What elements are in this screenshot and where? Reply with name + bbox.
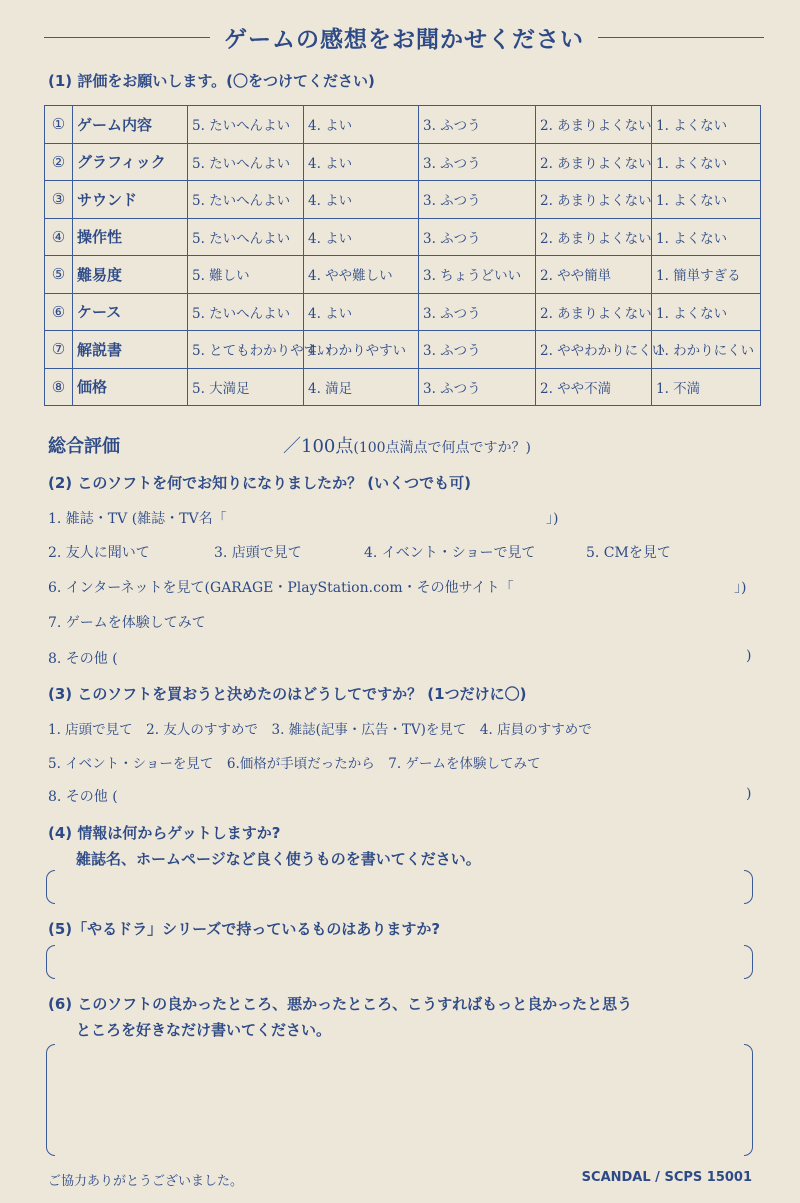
q2-option-1-close: 」) bbox=[546, 511, 559, 527]
rating-option[interactable]: 2. あまりよくない bbox=[536, 106, 652, 144]
footer-product-code: SCANDAL / SCPS 15001 bbox=[581, 1170, 752, 1185]
rating-option[interactable]: 1. わかりにくい bbox=[652, 331, 761, 369]
rating-row bbox=[45, 181, 761, 219]
q2-option-1[interactable]: 1. 雑誌・TV (雑誌・TV名「 bbox=[48, 511, 227, 527]
rating-row bbox=[45, 256, 761, 294]
rating-row-number: ② bbox=[45, 143, 73, 181]
title-rule-left bbox=[44, 37, 210, 38]
rating-option[interactable]: 5. たいへんよい bbox=[188, 181, 304, 219]
rating-row-number: ⑧ bbox=[45, 368, 73, 406]
rating-option[interactable]: 2. あまりよくない bbox=[536, 293, 652, 331]
rating-option[interactable]: 2. ややわかりにくい bbox=[536, 331, 652, 369]
rating-option[interactable]: 2. あまりよくない bbox=[536, 181, 652, 219]
q2-option-4[interactable]: 4. イベント・ショーで見て bbox=[364, 545, 536, 561]
rating-option[interactable]: 4. よい bbox=[304, 293, 419, 331]
q5-answer-bracket-right[interactable] bbox=[744, 945, 753, 979]
rating-row bbox=[45, 106, 761, 144]
title-rule-right bbox=[598, 37, 764, 38]
rating-option[interactable]: 5. たいへんよい bbox=[188, 218, 304, 256]
q6-answer-bracket-right[interactable] bbox=[744, 1044, 753, 1156]
q3-label: (3) このソフトを買おうと決めたのはどうしてですか？ (1つだけに〇) bbox=[48, 685, 527, 703]
q6-sub: ところを好きなだけ書いてください。 bbox=[76, 1021, 332, 1039]
rating-option[interactable]: 4. やや難しい bbox=[304, 256, 419, 294]
rating-option[interactable]: 1. よくない bbox=[652, 143, 761, 181]
q3-option-8[interactable]: 8. その他 ( bbox=[48, 789, 118, 805]
rating-row-number: ④ bbox=[45, 218, 73, 256]
q4-answer-bracket-right[interactable] bbox=[744, 870, 753, 904]
rating-option[interactable]: 5. たいへんよい bbox=[188, 143, 304, 181]
rating-option[interactable]: 5. とてもわかりやすい bbox=[188, 331, 304, 369]
rating-category: 解説書 bbox=[73, 331, 188, 369]
rating-option[interactable]: 4. よい bbox=[304, 181, 419, 219]
q3-options-line-2[interactable]: 5. イベント・ショーを見て 6.価格が手頃だったから 7. ゲームを体験してみて bbox=[48, 756, 541, 772]
q4-answer-bracket-left[interactable] bbox=[46, 870, 55, 904]
q5-label: (5)「やるドラ」シリーズで持っているものはありますか? bbox=[48, 920, 441, 938]
q2-option-8[interactable]: 8. その他 ( bbox=[48, 651, 118, 667]
rating-row bbox=[45, 368, 761, 406]
q2-option-6[interactable]: 6. インターネットを見て(GARAGE・PlayStation.com・その他サイト「 bbox=[48, 580, 514, 596]
rating-option[interactable]: 1. よくない bbox=[652, 106, 761, 144]
rating-option[interactable]: 3. ふつう bbox=[419, 293, 536, 331]
rating-category: 難易度 bbox=[73, 256, 188, 294]
rating-option[interactable]: 5. たいへんよい bbox=[188, 106, 304, 144]
q5-answer-bracket-left[interactable] bbox=[46, 945, 55, 979]
rating-option[interactable]: 1. 簡単すぎる bbox=[652, 256, 761, 294]
rating-option[interactable]: 2. あまりよくない bbox=[536, 143, 652, 181]
rating-row bbox=[45, 218, 761, 256]
rating-option[interactable]: 4. よい bbox=[304, 218, 419, 256]
rating-category: ケース bbox=[73, 293, 188, 331]
rating-option[interactable]: 2. やや簡単 bbox=[536, 256, 652, 294]
q6-answer-bracket-left[interactable] bbox=[46, 1044, 55, 1156]
rating-option[interactable]: 3. ふつう bbox=[419, 181, 536, 219]
overall-score-note: (100点満点で何点ですか？) bbox=[353, 440, 532, 456]
overall-label: 総合評価 bbox=[48, 436, 120, 457]
rating-category: グラフィック bbox=[73, 143, 188, 181]
rating-option[interactable]: 1. よくない bbox=[652, 181, 761, 219]
rating-option[interactable]: 1. よくない bbox=[652, 293, 761, 331]
rating-option[interactable]: 2. あまりよくない bbox=[536, 218, 652, 256]
rating-table bbox=[44, 105, 761, 406]
rating-option[interactable]: 3. ふつう bbox=[419, 218, 536, 256]
rating-option[interactable]: 4. よい bbox=[304, 143, 419, 181]
rating-row-number: ⑤ bbox=[45, 256, 73, 294]
page-title: ゲームの感想をお聞かせください bbox=[224, 26, 584, 53]
overall-score-text: ／100点 bbox=[283, 436, 354, 457]
rating-row-number: ⑦ bbox=[45, 331, 73, 369]
q2-option-5[interactable]: 5. CMを見て bbox=[586, 545, 671, 561]
q2-option-8-close: ) bbox=[746, 648, 752, 664]
q6-label: (6) このソフトの良かったところ、悪かったところ、こうすればもっと良かったと思う bbox=[48, 995, 633, 1013]
rating-category: ゲーム内容 bbox=[73, 106, 188, 144]
q2-option-2[interactable]: 2. 友人に聞いて bbox=[48, 545, 150, 561]
q2-option-3[interactable]: 3. 店頭で見て bbox=[214, 545, 302, 561]
rating-category: 価格 bbox=[73, 368, 188, 406]
rating-row bbox=[45, 293, 761, 331]
q2-option-6-close: 」) bbox=[734, 580, 747, 596]
rating-category: サウンド bbox=[73, 181, 188, 219]
rating-option[interactable]: 4. わかりやすい bbox=[304, 331, 419, 369]
title-row bbox=[44, 22, 764, 52]
rating-option[interactable]: 5. 大満足 bbox=[188, 368, 304, 406]
rating-option[interactable]: 5. たいへんよい bbox=[188, 293, 304, 331]
rating-row bbox=[45, 143, 761, 181]
rating-option[interactable]: 1. よくない bbox=[652, 218, 761, 256]
rating-row bbox=[45, 331, 761, 369]
rating-option[interactable]: 5. 難しい bbox=[188, 256, 304, 294]
rating-option[interactable]: 1. 不満 bbox=[652, 368, 761, 406]
q1-label: (1) 評価をお願いします。(〇をつけてください) bbox=[48, 72, 375, 90]
overall-score[interactable] bbox=[283, 432, 531, 458]
rating-option[interactable]: 3. ふつう bbox=[419, 368, 536, 406]
rating-row-number: ① bbox=[45, 106, 73, 144]
q4-label: (4) 情報は何からゲットしますか? bbox=[48, 824, 281, 842]
rating-option[interactable]: 3. ふつう bbox=[419, 106, 536, 144]
rating-option[interactable]: 3. ちょうどいい bbox=[419, 256, 536, 294]
rating-option[interactable]: 4. 満足 bbox=[304, 368, 419, 406]
rating-category: 操作性 bbox=[73, 218, 188, 256]
rating-option[interactable]: 4. よい bbox=[304, 106, 419, 144]
q2-option-7[interactable]: 7. ゲームを体験してみて bbox=[48, 615, 206, 631]
q4-sub: 雑誌名、ホームページなど良く使うものを書いてください。 bbox=[76, 850, 481, 868]
q3-options-line-1[interactable]: 1. 店頭で見て 2. 友人のすすめで 3. 雑誌(記事・広告・TV)を見て 4. 店員のすすめで bbox=[48, 722, 592, 738]
rating-option[interactable]: 3. ふつう bbox=[419, 331, 536, 369]
q2-label: (2) このソフトを何でお知りになりましたか？ (いくつでも可) bbox=[48, 474, 472, 492]
q3-option-8-close: ) bbox=[746, 786, 752, 802]
rating-option[interactable]: 2. やや不満 bbox=[536, 368, 652, 406]
rating-row-number: ⑥ bbox=[45, 293, 73, 331]
footer-thanks: ご協力ありがとうございました。 bbox=[48, 1174, 244, 1189]
rating-row-number: ③ bbox=[45, 181, 73, 219]
rating-option[interactable]: 3. ふつう bbox=[419, 143, 536, 181]
